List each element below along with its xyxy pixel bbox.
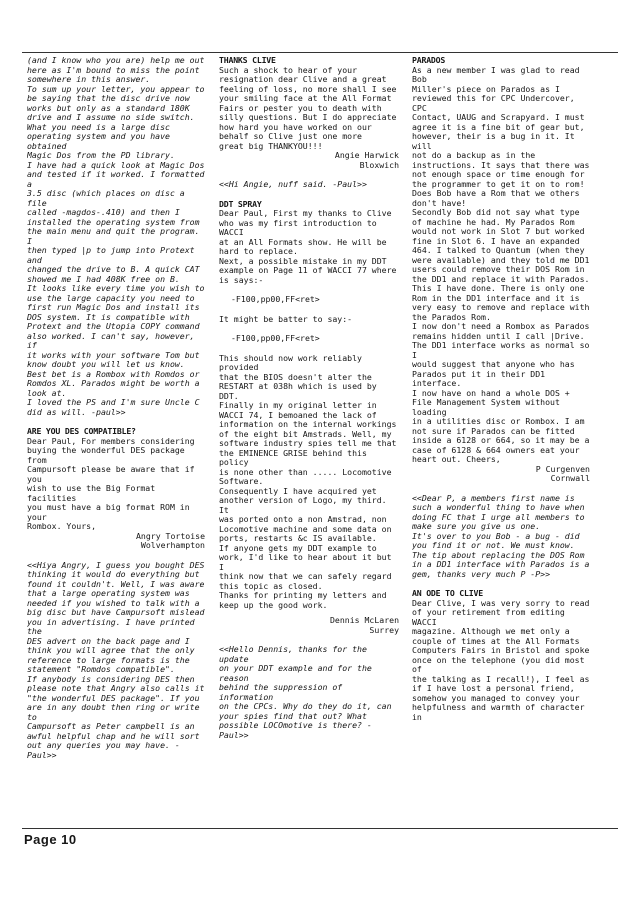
signature-name: P Curgenven bbox=[535, 463, 590, 474]
text-line: the talking as I recall!), I feel as bbox=[412, 673, 590, 684]
text-line: heart out. Cheers, bbox=[412, 454, 501, 464]
text-line: possible LOCOmotive is there? -Paul>> bbox=[219, 720, 372, 740]
text-line: if I have lost a personal friend, bbox=[412, 683, 575, 693]
text-line: Next, a possible mistake in my DDT bbox=[219, 255, 387, 266]
text-line: another version of Logo, my third. It bbox=[219, 495, 387, 515]
text-line: RESTART at 038h which is used by DDT. bbox=[219, 381, 377, 401]
text-line: behind the suppression of information bbox=[219, 682, 343, 702]
text-line: reference to large formats is the bbox=[27, 654, 190, 665]
text-line: This I have done. There is only one bbox=[412, 283, 585, 293]
text-line: the programmer to get it on to rom! bbox=[412, 178, 585, 189]
text-line: first run Magic Dos and install its bbox=[27, 302, 200, 312]
text-line: Rombox. Yours, bbox=[27, 521, 97, 531]
text-line: make sure you give us one. bbox=[412, 521, 541, 531]
text-line: <<Hello Dennis, thanks for the update bbox=[219, 644, 367, 664]
text-line: Romdos XL. Parados might be worth a bbox=[27, 378, 200, 388]
text-line: that the BIOS doesn't alter the bbox=[219, 371, 372, 382]
text-line: you must have a big format ROM in your bbox=[27, 502, 190, 522]
text-line: feeling of loss, no more shall I see bbox=[219, 83, 397, 94]
text-line: Such a shock to hear of your bbox=[219, 64, 358, 75]
text-line: here as I'm bound to miss the point bbox=[27, 64, 200, 75]
text-line: Campursoft please be aware that if you bbox=[27, 464, 195, 484]
text-line: This should now work reliably provided bbox=[219, 352, 362, 372]
heading-ddt-spray: DDT SPRAY bbox=[219, 198, 262, 209]
text-line: wish to use the Big Format facilities bbox=[27, 483, 156, 503]
text-line: however, their is a bug in it. It will bbox=[412, 131, 575, 151]
signature-name: Angry Tortoise bbox=[135, 530, 205, 541]
signature-place: Surrey bbox=[369, 624, 399, 635]
reply-des bbox=[27, 561, 205, 761]
text-line: behalf so Clive just one more bbox=[219, 131, 362, 141]
text-line: resignation dear Clive and a great bbox=[219, 74, 387, 84]
text-line: Rom in the DD1 interface and it is bbox=[412, 292, 580, 303]
text-line: work, I'd like to hear about it but I bbox=[219, 552, 392, 572]
text-line: Protext and the Utopia COPY command bbox=[27, 321, 200, 331]
text-line: I now have on hand a whole DOS + bbox=[412, 387, 570, 398]
text-line: example on Page 11 of WACCI 77 where bbox=[219, 265, 397, 275]
text-line: the main menu and quit the program. I bbox=[27, 226, 200, 246]
text-line: think now that we can safely regard bbox=[219, 571, 392, 581]
text-line: If anyone gets my DDT example to bbox=[219, 542, 377, 553]
text-line: then typed |p to jump into Protext and bbox=[27, 245, 195, 265]
heading-thanks-clive: THANKS CLIVE bbox=[219, 56, 276, 65]
text-line: on the CPCs. Why do they do it, can bbox=[219, 701, 392, 711]
text-line: don't have! bbox=[412, 197, 467, 208]
text-line: It's over to you Bob - a bug - did bbox=[412, 530, 580, 541]
text-line: Locomotive machine and some data on bbox=[219, 523, 392, 534]
text-line: did as will. -paul>> bbox=[27, 406, 126, 417]
text-line: reviewed this for CPC Undercover, CPC bbox=[412, 93, 575, 113]
text-line: called -magdos-.410) and then I bbox=[27, 207, 180, 217]
text-line: changed the drive to B. A quick CAT bbox=[27, 264, 200, 274]
letter-parados bbox=[412, 66, 590, 465]
text-line: I loved the PS and I'm sure Uncle C bbox=[27, 397, 200, 407]
text-line: in a DD1 interface with Parados is a bbox=[412, 559, 590, 569]
heading-ode-to-clive: AN ODE TO CLIVE bbox=[412, 588, 483, 598]
letter-ddt-part-b bbox=[219, 354, 399, 611]
text-line: The DD1 interface works as normal so I bbox=[412, 340, 590, 360]
text-line: of machine he had. My Parados Rom bbox=[412, 216, 575, 227]
text-line: Dear Clive, I was very sorry to read bbox=[412, 597, 590, 608]
text-line: would not work in Slot 7 but worked bbox=[412, 226, 585, 236]
text-line: the DD1 and replace it with Parados. bbox=[412, 273, 590, 284]
letter-des bbox=[27, 437, 205, 532]
text-line: needed if you wished to talk with a bbox=[27, 597, 200, 608]
text-line: Software. bbox=[219, 476, 264, 486]
top-rule bbox=[22, 52, 618, 53]
code-example-1: -F100,pp00,FF<ret> bbox=[231, 294, 320, 304]
text-line: somewhere in this answer. bbox=[27, 74, 151, 84]
text-line: ports, restarts &c IS available. bbox=[219, 533, 377, 543]
text-line: Best bet is a Rombox with Romdos or bbox=[27, 368, 200, 379]
text-line: couple of times at the All Formats bbox=[412, 635, 580, 646]
text-line: instructions. It says that there was bbox=[412, 159, 590, 170]
text-line: know doubt you will let us know. bbox=[27, 359, 185, 369]
text-line: think you will agree that the only bbox=[27, 645, 195, 655]
text-line: who was my first introduction to WACCI bbox=[219, 217, 377, 237]
text-line: What you need is a large disc bbox=[27, 121, 170, 132]
text-line: your smiling face at the All Format bbox=[219, 93, 392, 103]
text-line: out any queries you may have. -Paul>> bbox=[27, 740, 180, 760]
text-line: Contact, UAUG and Scrapyard. I must bbox=[412, 112, 585, 122]
text-line: case of 6128 & 664 owners eat your bbox=[412, 444, 580, 455]
text-line: is says:- bbox=[219, 274, 264, 285]
text-line: and tested if it worked. I formatted a bbox=[27, 169, 205, 189]
reply-thanks-clive: <<Hi Angie, nuff said. -Paul>> bbox=[219, 179, 367, 189]
text-line: magazine. Although we met only a bbox=[412, 626, 570, 636]
text-line: it works with your software Tom but bbox=[27, 349, 200, 360]
text-line: doing FC that I urge all members to bbox=[412, 511, 585, 522]
text-line: As a new member I was glad to read Bob bbox=[412, 64, 580, 84]
text-line: The tip about replacing the DOS Rom bbox=[412, 549, 585, 560]
text-line: the Parados Rom. bbox=[412, 311, 491, 322]
text-line: File Management System without loading bbox=[412, 397, 560, 417]
text-line: 464. I talked to Quantum (when they bbox=[412, 245, 585, 255]
text-line: you find it or not. We must know. bbox=[412, 540, 575, 550]
text-line: would suggest that anyone who has bbox=[412, 359, 575, 369]
text-line: the EMINENCE GRISE behind this policy bbox=[219, 447, 367, 467]
text-line: thinking it would do everything but bbox=[27, 569, 200, 579]
text-line: Magic Dos from the PD library. bbox=[27, 150, 175, 160]
text-line: Fairs or pester you to death with bbox=[219, 102, 382, 113]
code-example-2: -F100,pp00,FF<ret> bbox=[231, 333, 320, 343]
text-line: gem, thanks very much P -P>> bbox=[412, 568, 551, 579]
text-line: fine in Slot 6. I have an expanded bbox=[412, 235, 580, 246]
text-line: Computers Fairs in Bristol and spoke bbox=[412, 645, 590, 655]
text-line: information on the internal workings bbox=[219, 419, 397, 429]
text-line: somehow you managed to convey your bbox=[412, 692, 580, 703]
text-line: how hard you have worked on our bbox=[219, 121, 372, 132]
text-line: Parados put it in their DD1 interface. bbox=[412, 368, 546, 388]
text-line: <<Dear P, a members first name is bbox=[412, 492, 575, 503]
column-right bbox=[412, 56, 590, 826]
text-line: DOS system. It is compatible with bbox=[27, 311, 190, 322]
text-line: (and I know who you are) help me out bbox=[27, 56, 205, 65]
text-line: Dear Paul, First my thanks to Clive bbox=[219, 208, 392, 218]
reply-parados bbox=[412, 494, 590, 580]
text-line: helpfulness and warmth of character in bbox=[412, 702, 585, 722]
text-line: drive and I assume no side switch. bbox=[27, 112, 195, 122]
text-line: Consequently I have acquired yet bbox=[219, 485, 377, 496]
text-line: "the wonderful DES package". If you bbox=[27, 692, 200, 703]
text-line: 3.5 disc (which places on disc a file bbox=[27, 188, 185, 208]
text-line: very easy to remove and replace with bbox=[412, 302, 590, 312]
text-line: Campursoft as Peter campbell is an bbox=[27, 721, 195, 731]
text-line: installed the operating system from bbox=[27, 216, 200, 227]
text-line: use the large capacity you need to bbox=[27, 292, 195, 303]
signature-name: Dennis McLaren bbox=[329, 615, 399, 625]
text-line: not do a backup as in the bbox=[412, 150, 536, 160]
text-line: in a utilities disc or Rombox. I am bbox=[412, 416, 585, 426]
column-middle bbox=[219, 56, 399, 826]
text-line: WACCI 74, I bemoaned the lack of bbox=[219, 409, 377, 420]
text-line: remains hidden until I call |Drive. bbox=[412, 330, 585, 341]
text-line: works but only as a standard 180K bbox=[27, 102, 190, 113]
letter-thanks-clive bbox=[219, 66, 399, 152]
signature-place: Bloxwich bbox=[359, 159, 399, 170]
text-line: of the eight bit Amstrads. Well, my bbox=[219, 428, 392, 439]
text-line: Finally in my original letter in bbox=[219, 400, 377, 410]
text-line: once on the telephone (you did most of bbox=[412, 654, 585, 674]
text-line: big disc but have Campursoft mislead bbox=[27, 607, 205, 617]
text-line: at an All Formats show. He will be bbox=[219, 236, 387, 247]
text-line: are in any doubt then ring or write to bbox=[27, 702, 200, 722]
text-line: buying the wonderful DES package from bbox=[27, 445, 185, 465]
page-number: Page 10 bbox=[24, 832, 77, 847]
text-line: such a wonderful thing to have when bbox=[412, 502, 585, 512]
text-line: was ported onto a non Amstrad, non bbox=[219, 514, 387, 524]
reply-continuation bbox=[27, 56, 205, 417]
text-line: Secondly Bob did not say what type bbox=[412, 207, 580, 217]
text-line: please note that Angry also calls it bbox=[27, 683, 205, 693]
text-line: hard to replace. bbox=[219, 246, 298, 256]
text-line: inside a 6128 or 664, so it may be a bbox=[412, 435, 590, 445]
heading-parados: PARADOS bbox=[412, 56, 446, 65]
text-line: found it couldn't. Well, I was aware bbox=[27, 578, 205, 589]
text-line: not sure if Parados can be fitted bbox=[412, 425, 575, 436]
text-line: also worked. I can't say, however, if bbox=[27, 330, 195, 350]
text-line: great big THANKYOU!!! bbox=[219, 140, 323, 151]
text-line: your spies find that out? What bbox=[219, 710, 367, 721]
text-line: keep up the good work. bbox=[219, 599, 328, 610]
reply-ddt bbox=[219, 645, 399, 740]
text-line: Miller's piece on Parados as I bbox=[412, 83, 560, 94]
column-left bbox=[27, 56, 205, 826]
text-line: <<Hiya Angry, I guess you bought DES bbox=[27, 559, 205, 570]
signature-place: Cornwall bbox=[550, 473, 590, 483]
text-line: operating system and you have obtained bbox=[27, 131, 170, 151]
bottom-rule bbox=[22, 828, 618, 829]
text-line: software industry spies tell me that bbox=[219, 438, 397, 448]
text-line: I now don't need a Rombox as Parados bbox=[412, 321, 590, 331]
text-line: It looks like every time you wish to bbox=[27, 283, 205, 293]
text-line: be saying that the disc drive now bbox=[27, 93, 190, 103]
text-line: you in advertising. I have printed the bbox=[27, 616, 195, 636]
text-line: I have had a quick look at Magic Dos bbox=[27, 159, 205, 170]
text-line: is none other than ..... Locomotive bbox=[219, 466, 392, 477]
text-line: agree it is a fine bit of gear but, bbox=[412, 121, 585, 132]
text-line: were available) and they told me DD1 bbox=[412, 254, 590, 265]
text-line: If anybody is considering DES then bbox=[27, 673, 195, 684]
signature-place: Wolverhampton bbox=[140, 540, 205, 550]
text-line: on your DDT example and for the reason bbox=[219, 663, 372, 683]
text-line: silly questions. But I do appreciate bbox=[219, 112, 397, 122]
text-line: of your retirement from editing WACCI bbox=[412, 607, 565, 627]
text-line: showed me I had 408K free on B. bbox=[27, 273, 180, 284]
text-line: Dear Paul, For members considering bbox=[27, 435, 195, 446]
text-line: not enough space or time enough for bbox=[412, 169, 585, 179]
heading-des-compatible: ARE YOU DES COMPATIBLE? bbox=[27, 426, 136, 436]
text-line: users could remove their DOS Rom in bbox=[412, 264, 585, 274]
text-line: statement "Romdos compatible". bbox=[27, 664, 175, 674]
text-line: To sum up your letter, you appear to bbox=[27, 83, 205, 94]
letter-ode-to-clive bbox=[412, 599, 590, 723]
signature-name: Angie Harwick bbox=[334, 150, 399, 160]
text-line: awful helpful chap and he will sort bbox=[27, 730, 200, 741]
text-line: Thanks for printing my letters and bbox=[219, 590, 387, 600]
letter-ddt-part-a bbox=[219, 209, 399, 285]
text-line: DES advert on the back page and I bbox=[27, 635, 190, 646]
letter-ddt-mid: It might be batter to say:- bbox=[219, 313, 353, 324]
text-line: Does Bob have a Rom that we others bbox=[412, 188, 580, 198]
text-line: look at. bbox=[27, 387, 67, 398]
text-line: that a large operating system was bbox=[27, 588, 190, 598]
text-line: this topic as closed. bbox=[219, 580, 323, 591]
